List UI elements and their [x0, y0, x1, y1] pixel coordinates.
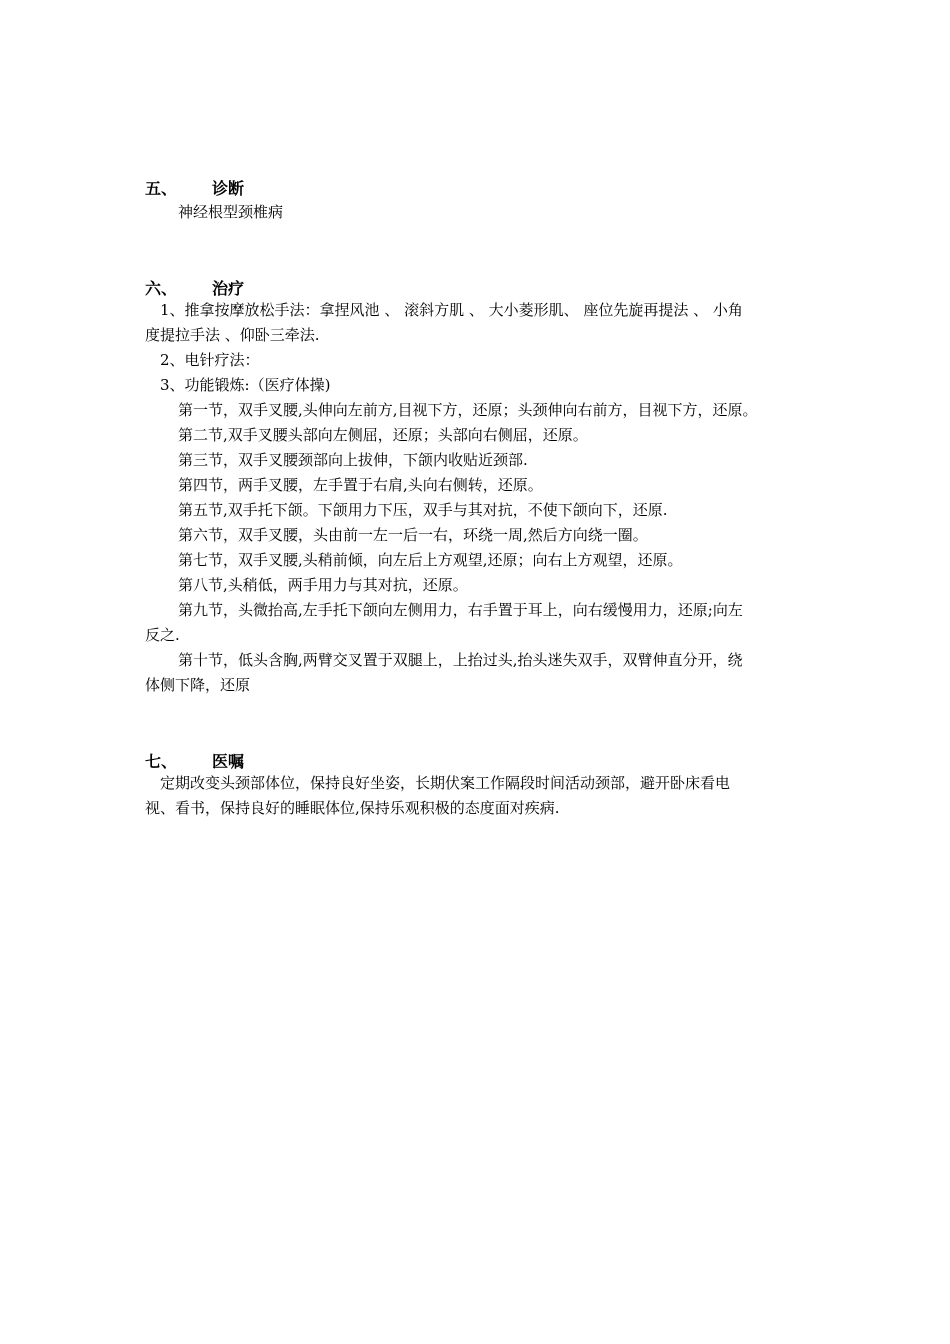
exercise-step: 第二节,双手叉腰头部向左侧屈，还原；头部向右侧屈，还原。	[178, 426, 588, 444]
advice-line: 定期改变头颈部体位，保持良好坐姿，长期伏案工作隔段时间活动颈部，避开卧床看电	[160, 774, 731, 792]
diagnosis-text: 神经根型颈椎病	[178, 203, 284, 221]
exercise-step: 第五节,双手托下颌。下颌用力下压，双手与其对抗，不使下颌向下，还原.	[178, 501, 668, 519]
exercise-step: 第九节，头微抬高,左手托下颌向左侧用力，右手置于耳上，向右缓慢用力，还原;向左	[178, 601, 743, 619]
section-number: 六、	[145, 279, 178, 298]
exercise-step: 第一节，双手叉腰,头伸向左前方,目视下方，还原；头颈伸向右前方，目视下方，还原。	[178, 401, 758, 419]
exercise-step: 第十节，低头含胸,两臂交叉置于双腿上，上抬过头,抬头迷失双手，双臂伸直分开，绕	[178, 651, 743, 669]
section-heading-advice	[145, 749, 244, 772]
section-number: 五、	[145, 179, 178, 198]
exercise-step: 第三节，双手叉腰颈部向上拔伸，下颌内收贴近颈部.	[178, 451, 528, 469]
section-title: 治疗	[212, 279, 245, 298]
exercise-step-continued: 体侧下降，还原	[145, 676, 251, 694]
treatment-line: 度提拉手法 、仰卧三牵法.	[145, 326, 320, 344]
exercise-step: 第六节，双手叉腰，头由前一左一后一右，环绕一周,然后方向绕一圈。	[178, 526, 648, 544]
exercise-step-continued: 反之.	[145, 626, 180, 644]
treatment-line: 1、推拿按摩放松手法：拿捏风池 、 滚斜方肌 、 大小菱形肌、 座位先旋再提法 、 小角	[160, 301, 743, 319]
exercise-step: 第八节,头稍低，两手用力与其对抗，还原。	[178, 576, 468, 594]
section-title: 诊断	[212, 179, 245, 198]
section-title: 医嘱	[212, 752, 245, 771]
treatment-line: 3、功能锻炼:（医疗体操)	[160, 376, 331, 394]
treatment-line: 2、电针疗法：	[160, 351, 260, 369]
exercise-step: 第四节，两手叉腰，左手置于右肩,头向右侧转，还原。	[178, 476, 543, 494]
advice-line: 视、看书，保持良好的睡眠体位,保持乐观积极的态度面对疾病.	[145, 799, 560, 817]
section-number: 七、	[145, 752, 178, 771]
exercise-step: 第七节，双手叉腰,头稍前倾，向左后上方观望,还原；向右上方观望，还原。	[178, 551, 683, 569]
section-heading-diagnosis	[145, 176, 244, 199]
section-heading-treatment	[145, 276, 244, 299]
